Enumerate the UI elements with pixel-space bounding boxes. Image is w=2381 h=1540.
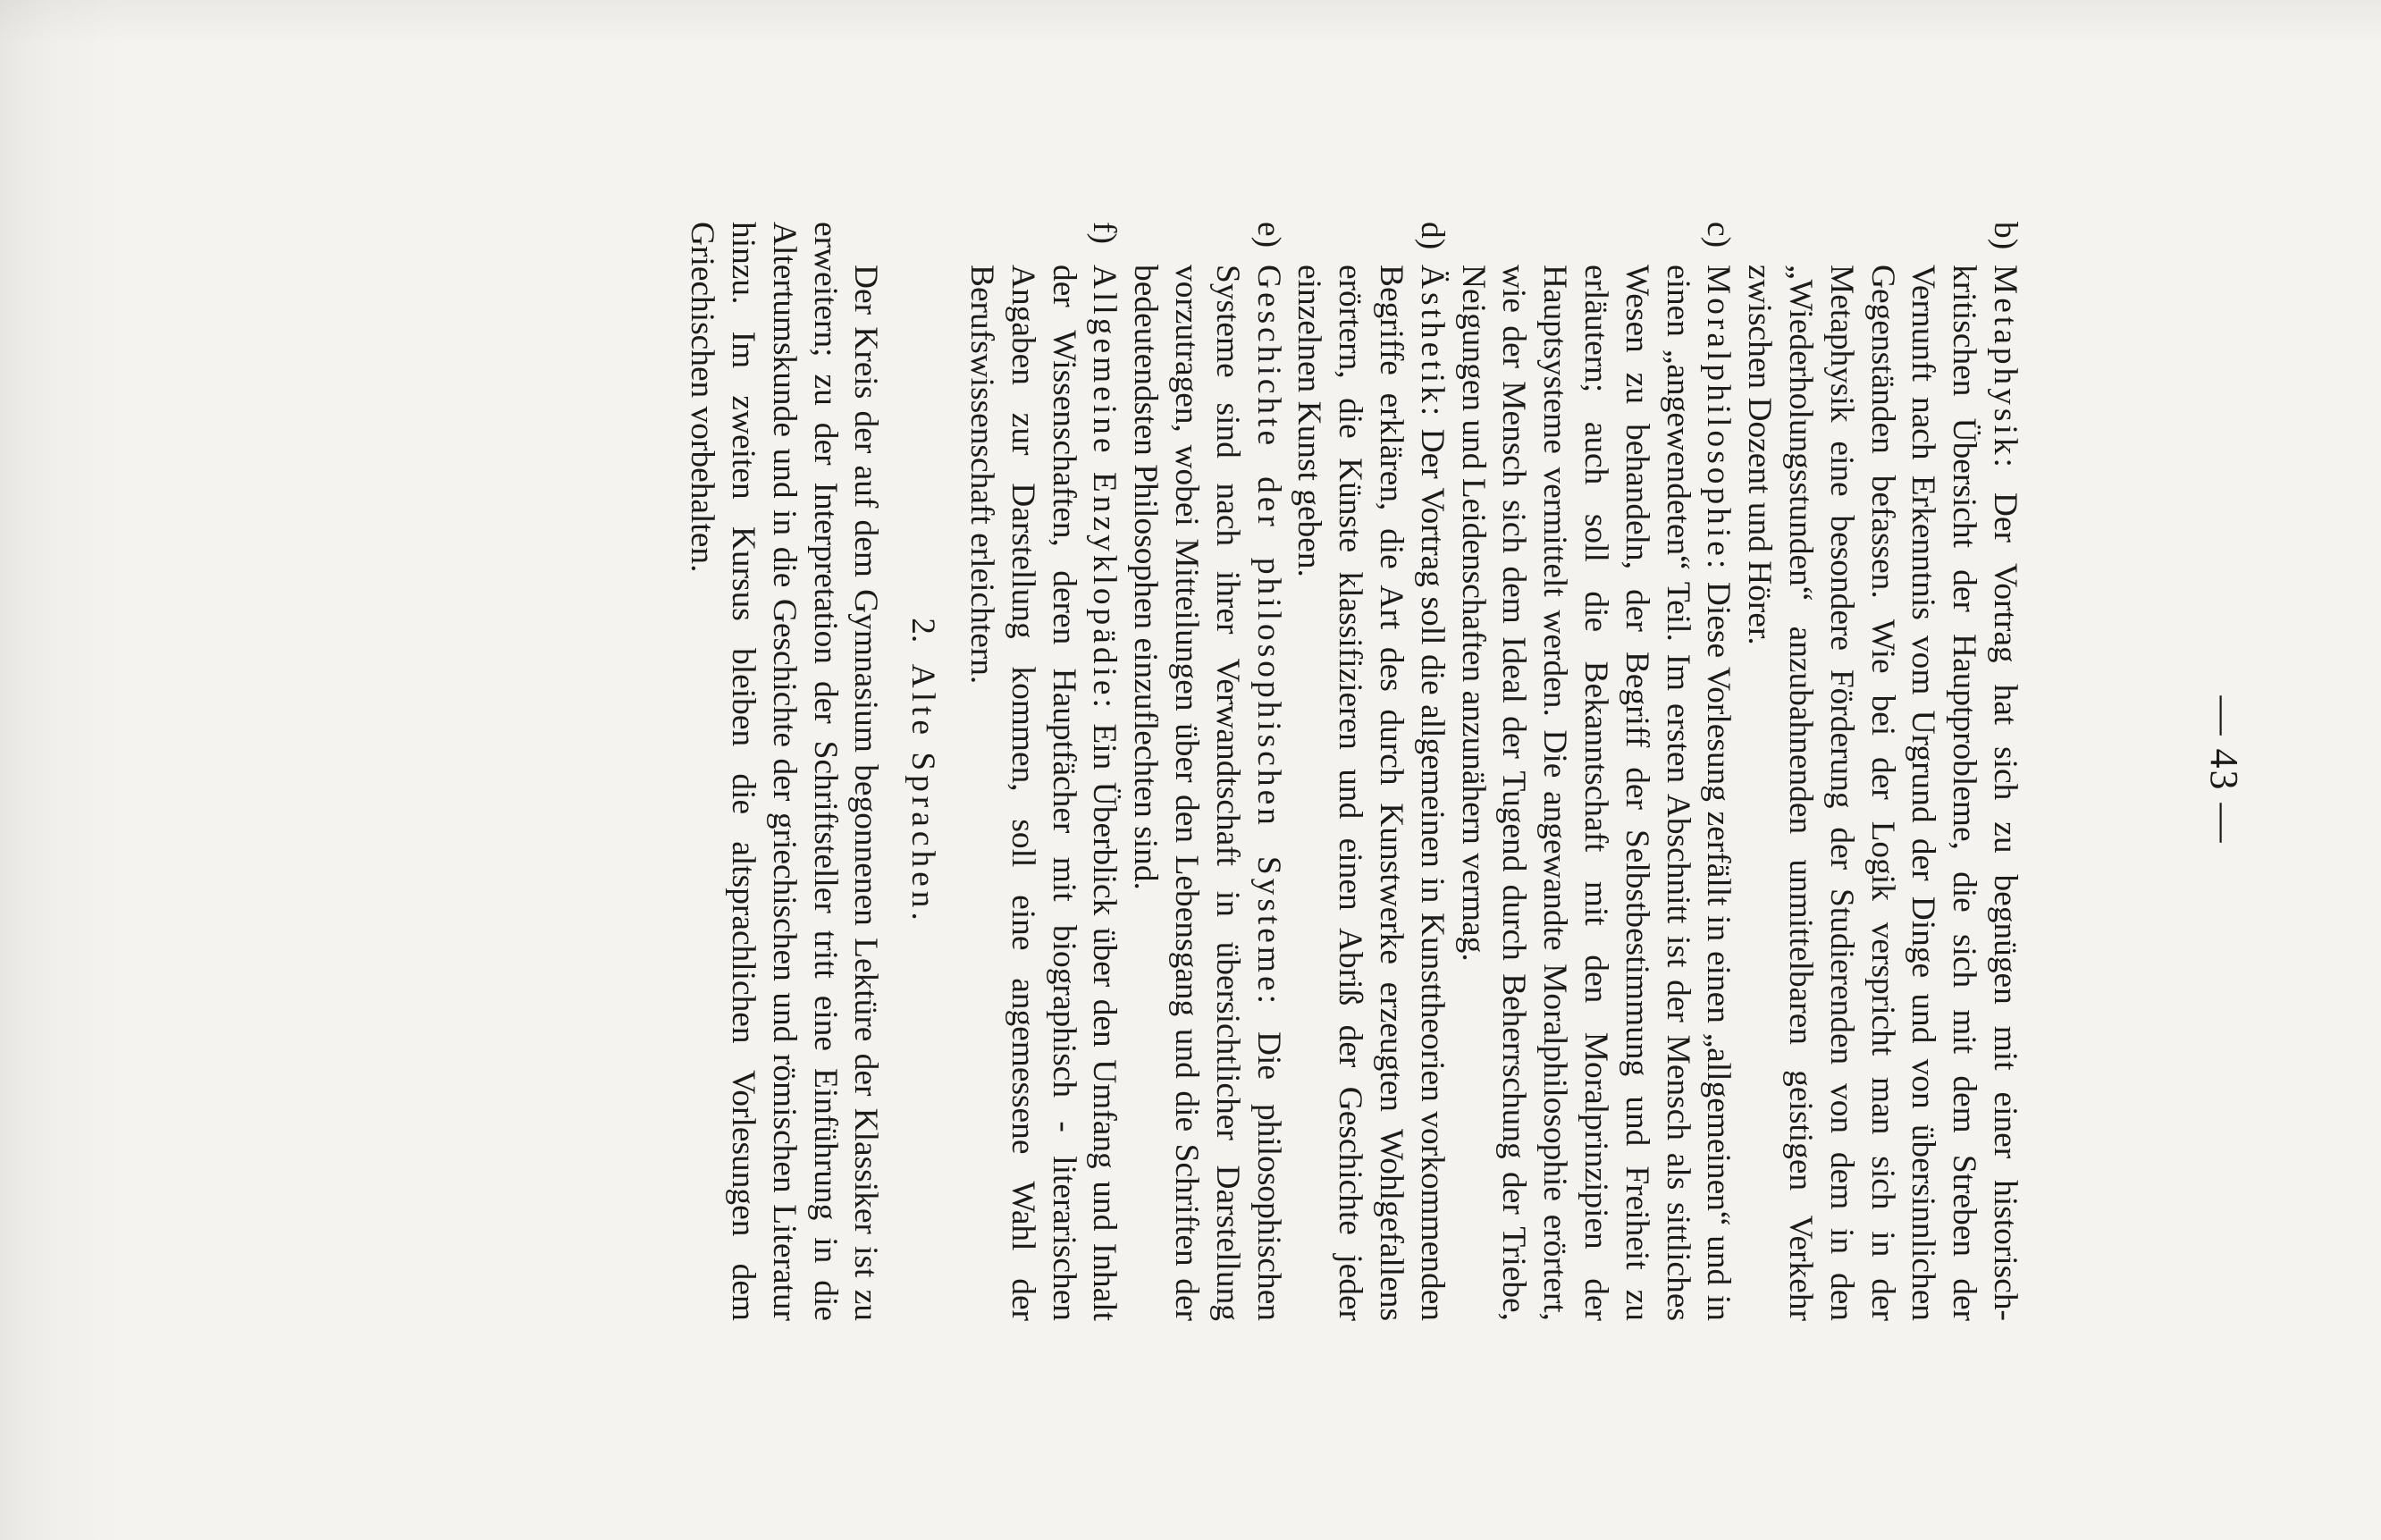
item-text: Der Vortrag hat sich zu begnügen mit einer historisch-kritischen Übersicht der Hauptprobleme, die sich mit dem Streben der Vernunft nach Erkenntnis vom Urgrund der Dinge und von übersinnlichen Gegenständen befassen. Wie bei der Logik verspricht man sich in der Metaphysik eine besondere Förderung der Studierenden von dem in den „Wiederholungsstunden“ anzubahnenden unmittelbaren geistigen Verkehr zwischen Dozent und Hörer. <box>1741 265 2023 1321</box>
item-term: Metaphysik: <box>1987 265 2023 471</box>
item-text: Die philosophischen Systeme sind nach ihrer Verwandtschaft in übersichtlicher Darstellung vorzutragen, wobei Mitteilungen über den Lebensgang und die Schriften der bedeutendsten Philosophen einzuflechten sind. <box>1127 265 1287 1321</box>
list-item-metaphysik <box>1738 222 2025 1321</box>
list-item-moralphilosophie <box>1452 222 1739 1321</box>
body-paragraph: Der Kreis der auf dem Gymnasium begonnenen Lektüre der Klassiker ist zu erweitern; zu der Interpretation der Schriftsteller tritt eine Einführung in die Altertumskunde und in die Geschichte der griechischen und römischen Literatur hinzu. Im zweiten Kursus bleiben die altsprachlichen Vorlesungen dem Griechischen vorbehalten. <box>684 222 885 1321</box>
list-marker: e) <box>1249 222 1287 248</box>
list-marker: c) <box>1700 222 1737 248</box>
item-term: Moralphilosophie: <box>1700 265 1737 573</box>
item-text: Der Vortrag soll die allgemeinen in Kunsttheorien vorkommenden Begriffe erklären, die Art des durch Kunstwerke erzeugten Wohlgefallens erörtern, die Künste klassifizieren und einen Abriß der Geschichte jeder einzelnen Kunst geben. <box>1291 265 1451 1321</box>
item-term: Geschichte der philosophischen Systeme: <box>1249 265 1287 1007</box>
list-marker: b) <box>1987 222 2023 250</box>
list-item-enzyklopaedie <box>961 222 1124 1321</box>
item-term: Allgemeine Enzyklopädie: <box>1086 265 1123 711</box>
item-text: Ein Überblick über den Umfang und Inhalt der Wissenschaften, deren Hauptfächer mit biographisch - literarischen Angaben zur Darstellung kommen, soll eine angemessene Wahl der Berufswissenschaft erleichtern. <box>963 265 1123 1321</box>
text-block <box>682 222 2026 1321</box>
section-title: Alte Sprachen. <box>904 663 942 925</box>
list-marker: d) <box>1413 222 1451 250</box>
item-text: Diese Vorlesung zerfällt in einen „allgemeinen“ und in einen „angewendeten“ Teil. Im ersten Abschnitt ist der Mensch als sittliches Wesen zu behandeln, der Begriff der Selbstbestimmung und Freiheit zu erläutern; auch soll die Bekanntschaft mit den Moralprinzipien der Hauptsysteme vermittelt werden. Die angewandte Moralphilosophie erörtert, wie der Mensch sich dem Ideal der Tugend durch Beherrschung der Triebe, Neigungen und Leidenschaften anzunähern vermag. <box>1454 265 1737 1321</box>
item-term: Ästhetik: <box>1413 265 1451 420</box>
list-marker: f) <box>1086 222 1123 244</box>
list-item-geschichte <box>1124 222 1288 1321</box>
list-item-aesthetik <box>1289 222 1452 1321</box>
page-number: — 43 — <box>2202 695 2246 845</box>
section-heading <box>902 222 943 1321</box>
section-number: 2. <box>904 618 942 644</box>
